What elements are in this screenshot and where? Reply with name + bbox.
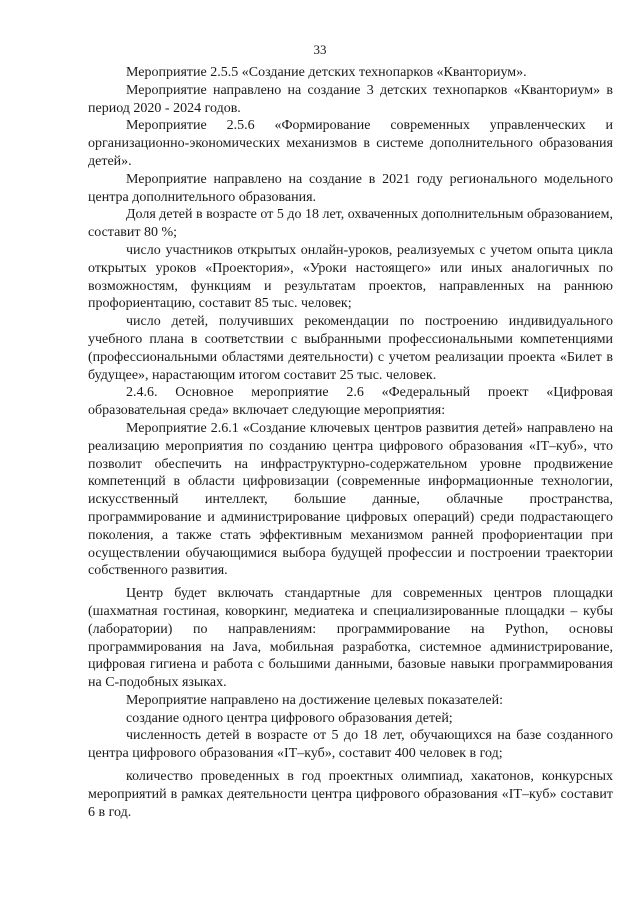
paragraph: число детей, получивших рекомендации по построению индивидуального учебного плана в соответствии с выбранными профессиональными компетенциями (профессиональными областями деятельности) с учетом реализации проекта «Билет в будущее», нарастающим итогом составит 25 тыс. человек. [88,314,613,383]
paragraph: Мероприятие 2.6.1 «Создание ключевых центров развития детей» направлено на реализацию мероприятия по созданию центра цифрового образования «IT–куб», что позволит обеспечить на инфраструктурно-содержательном уровне продвижение компетенций в области цифровизации (современные информационные технологии, искусственный интеллект, большие данные, облачные пространства, программирование и администрирование цифровых операций) среди подрастающего поколения, а также стать эффективным механизмом ранней профориентации при осуществлении обучающимися выбора будущей профессии и построении траектории собственного развития. [88,420,613,579]
paragraph: Мероприятие направлено на создание 3 детских технопарков «Кванториум» в период 2020 - 2024 годов. [88,82,613,116]
page-number: 33 [313,42,327,57]
paragraph: Центр будет включать стандартные для современных центров площадки (шахматная гостиная, коворкинг, медиатека и специализированные площадки – кубы (лаборатории) по направлениям: программирование на Python, основы программирования на Java, мобильная разработка, системное администрирование, цифровая гигиена и работа с большими данными, базовые навыки программирования на C-подобных языках. [88,586,613,691]
document-body [88,64,613,821]
paragraph: Мероприятие направлено на создание в 2021 году регионального модельного центра дополнительного образования. [88,171,613,205]
paragraph: Мероприятие 2.5.6 «Формирование современных управленческих и организационно-экономических механизмов в системе дополнительного образования детей». [88,118,613,169]
paragraph: численность детей в возрасте от 5 до 18 лет, обучающихся на базе созданного центра цифрового образования «IT–куб», составит 400 человек в год; [88,728,613,762]
paragraph: Доля детей в возрасте от 5 до 18 лет, охваченных дополнительным образованием, составит 80 %; [88,207,613,241]
paragraph: 2.4.6. Основное мероприятие 2.6 «Федеральный проект «Цифровая образовательная среда» включает следующие мероприятия: [88,385,613,419]
paragraph: число участников открытых онлайн-уроков, реализуемых с учетом опыта цикла открытых уроков «Проектория», «Уроки настоящего» или иных аналогичных по возможностям, функциям и результатам проектов, направленных на раннюю профориентацию, составит 85 тыс. человек; [88,242,613,312]
paragraph: количество проведенных в год проектных олимпиад, хакатонов, конкурсных мероприятий в рамках деятельности центра цифрового образования «IT–куб» составит 6 в год. [88,769,613,820]
paragraph: Мероприятие 2.5.5 «Создание детских технопарков «Кванториум». [126,65,527,80]
paragraph: создание одного центра цифрового образования детей; [126,710,453,726]
paragraph: Мероприятие направлено на достижение целевых показателей: [126,692,503,708]
